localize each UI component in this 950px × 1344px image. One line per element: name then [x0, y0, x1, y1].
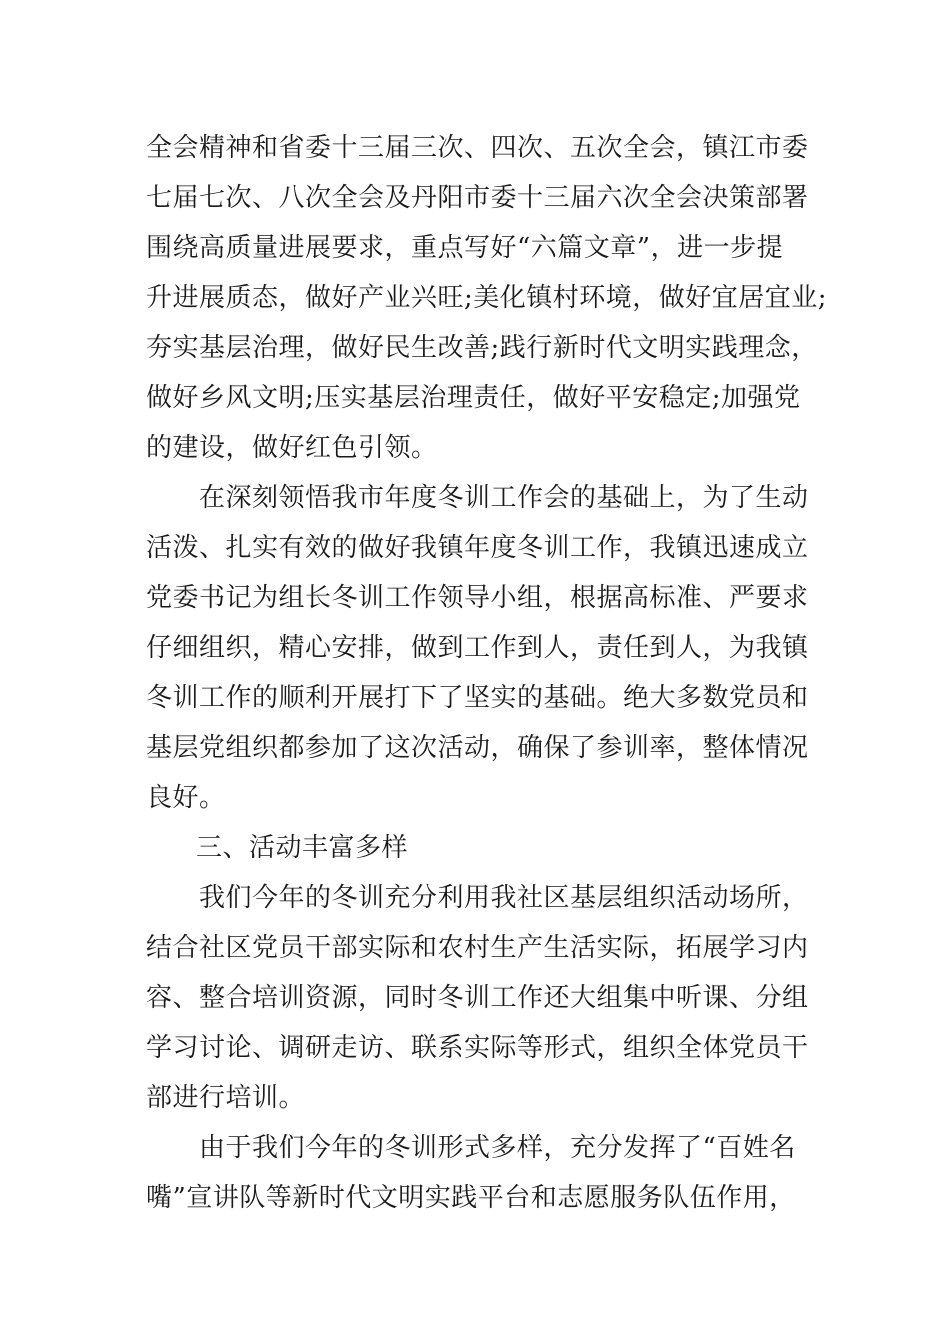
text-line: 容、整合培训资源，同时冬训工作还大组集中听课、分组 — [146, 983, 809, 1013]
text-line: 夯实基层治理，做好民生改善;践行新时代文明实践理念， — [146, 333, 818, 363]
paragraph-3 — [146, 873, 826, 1123]
document-body — [146, 123, 826, 1223]
section-heading-text: 三、活动丰富多样 — [196, 833, 409, 863]
text-line: 学习讨论、调研走访、联系实际等形式，组织全体党员干 — [146, 1033, 809, 1063]
text-line: 部进行培训。 — [146, 1083, 306, 1113]
text-line: 结合社区党员干部实际和农村生产生活实际，拓展学习内 — [146, 933, 809, 963]
text-line: 围绕高质量进展要求，重点写好“六篇文章”，进一步提 — [146, 233, 784, 263]
paragraph-2 — [146, 473, 826, 823]
text-line: 活泼、扎实有效的做好我镇年度冬训工作，我镇迅速成立 — [146, 533, 809, 563]
paragraph-1 — [146, 123, 826, 473]
text-line: 我们今年的冬训充分利用我社区基层组织活动场所， — [199, 883, 809, 913]
text-line: 升进展质态，做好产业兴旺;美化镇村环境，做好宜居宜业; — [146, 283, 828, 313]
text-line: 嘴”宣讲队等新时代文明实践平台和志愿服务队伍作用， — [146, 1183, 796, 1213]
text-line: 良好。 — [146, 783, 226, 813]
text-line: 七届七次、八次全会及丹阳市委十三届六次全会决策部署 — [146, 183, 809, 213]
text-line: 基层党组织都参加了这次活动，确保了参训率，整体情况 — [146, 733, 809, 763]
section-heading — [146, 823, 826, 873]
text-line: 仔细组织，精心安排，做到工作到人，责任到人，为我镇 — [146, 633, 809, 663]
text-line: 全会精神和省委十三届三次、四次、五次全会，镇江市委 — [146, 133, 809, 163]
text-line: 的建设，做好红色引领。 — [146, 433, 438, 463]
text-line: 做好乡风文明;压实基层治理责任，做好平安稳定;加强党 — [146, 383, 801, 413]
text-line: 在深刻领悟我市年度冬训工作会的基础上，为了生动 — [199, 483, 809, 513]
paragraph-4 — [146, 1123, 826, 1223]
text-line: 党委书记为组长冬训工作领导小组，根据高标准、严要求 — [146, 583, 809, 613]
text-line: 冬训工作的顺利开展打下了坚实的基础。绝大多数党员和 — [146, 683, 809, 713]
text-line: 由于我们今年的冬训形式多样，充分发挥了“百姓名 — [199, 1133, 796, 1163]
